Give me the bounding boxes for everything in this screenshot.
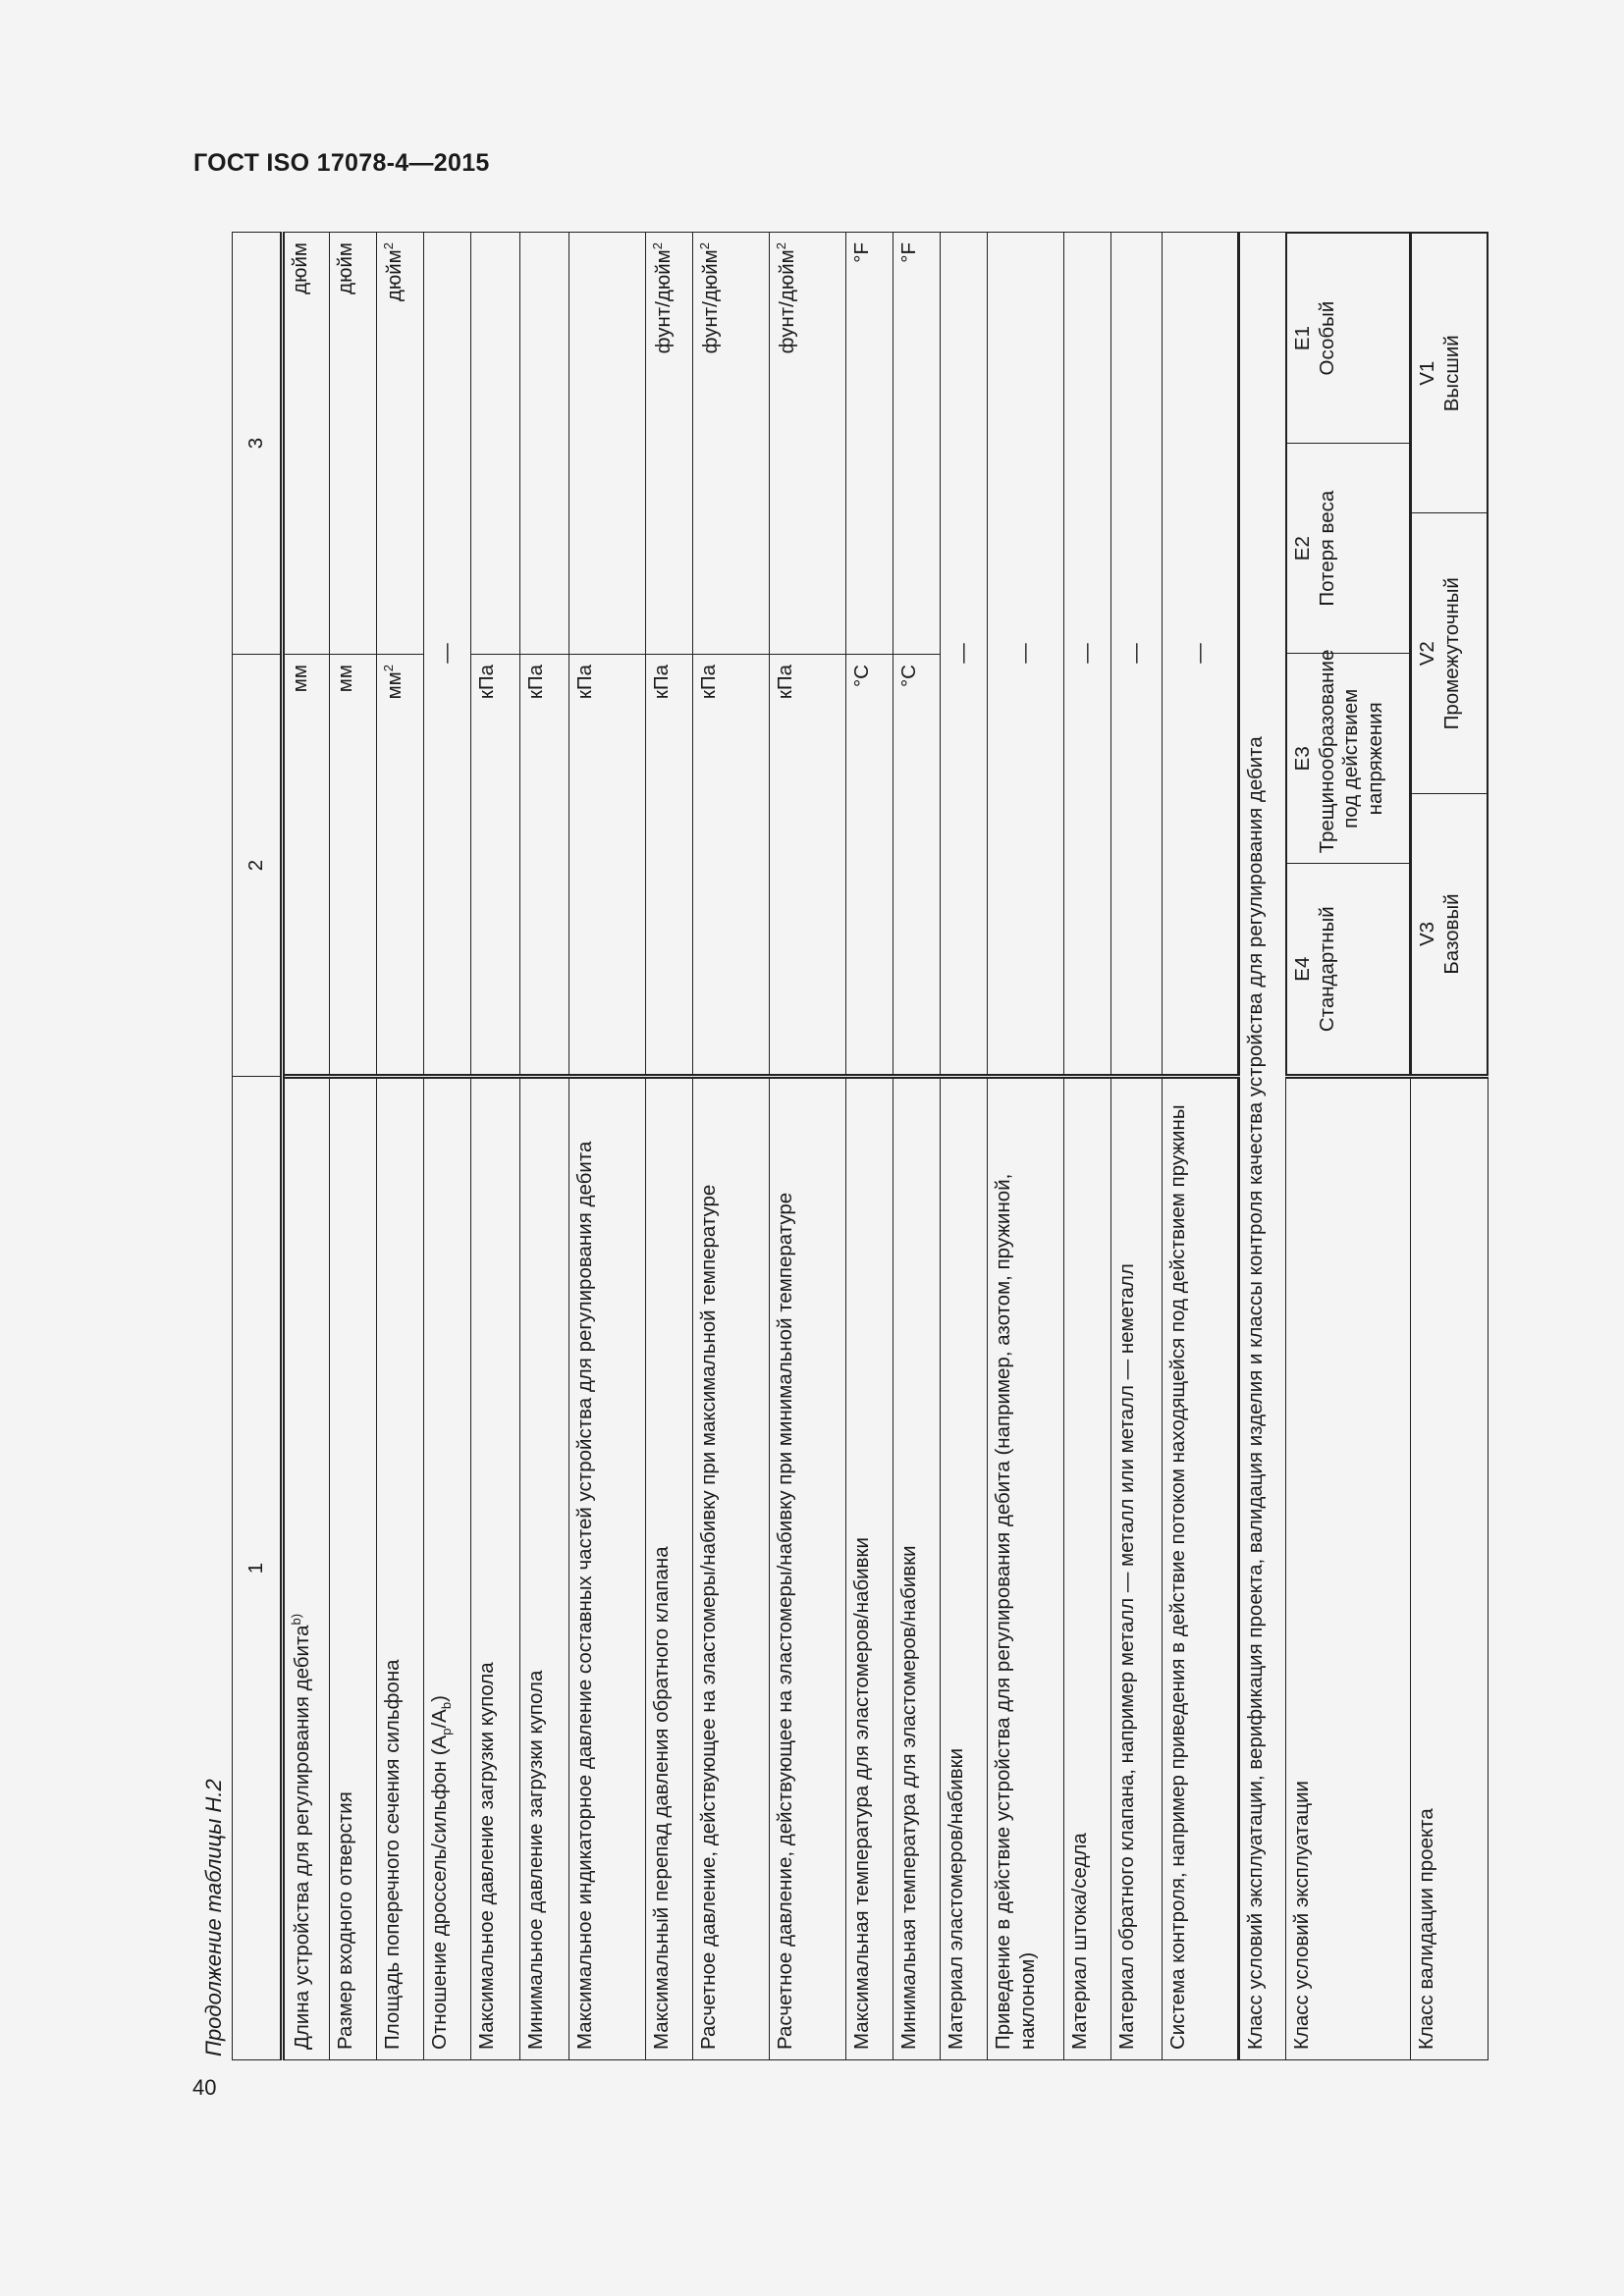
si-unit: °C	[850, 665, 873, 688]
merged-dash-cell	[988, 233, 1064, 1077]
param-text: Материал штока/седла	[1068, 1833, 1091, 2050]
si-unit-cell	[283, 655, 330, 1077]
si-unit-cell	[693, 655, 770, 1077]
param-text: Площадь поперечного сечения сильфона	[381, 1659, 404, 2050]
si-unit: мм	[382, 671, 406, 700]
validation-options-row	[1412, 234, 1488, 1075]
dash-value: —	[435, 643, 459, 664]
validation-option-v3	[1412, 794, 1488, 1075]
service-option-e1	[1287, 234, 1410, 444]
us-unit: фунт/дюйм	[698, 249, 722, 354]
si-unit-cell	[646, 655, 693, 1077]
si-unit: кПа	[697, 665, 720, 700]
param-text: Приведение в действие устройства для регулирования дебита (например, азотом, пружиной, наклоном)	[992, 1173, 1039, 2050]
param-text: Длина устройства для регулирования дебита	[290, 1625, 313, 2050]
param-text: Расчетное давление, действующее на эластомеры/набивку при минимальной температуре	[774, 1192, 796, 2050]
class-section-title-row	[1239, 233, 1286, 2060]
service-class-row	[1286, 233, 1411, 2060]
table-row	[330, 233, 377, 2060]
option-code: V1	[1416, 360, 1438, 386]
option-name: Трещинообразование под действием напряжения	[1315, 649, 1386, 854]
param-cell	[377, 1077, 424, 2060]
us-unit-exp: 2	[697, 242, 712, 250]
table-row	[569, 233, 646, 2060]
us-unit-cell	[846, 233, 893, 655]
us-unit-cell	[770, 233, 846, 655]
table-row	[471, 233, 520, 2060]
param-cell	[646, 1077, 693, 2060]
us-unit-cell	[693, 233, 770, 655]
table-row	[1111, 233, 1163, 2060]
param-text: Максимальное индикаторное давление составных частей устройства для регулирования дебита	[573, 1141, 596, 2050]
param-text-part: /A	[428, 1709, 451, 1729]
service-option-e2	[1287, 444, 1410, 654]
option-name: Базовый	[1439, 893, 1463, 975]
validation-option-v1	[1412, 234, 1488, 514]
param-text: Расчетное давление, действующее на эластомеры/набивку при максимальной температуре	[697, 1184, 720, 2050]
param-subscript: p	[439, 1728, 455, 1735]
si-unit: кПа	[774, 665, 796, 700]
option-code: E2	[1291, 536, 1314, 561]
dash-value: —	[951, 643, 975, 664]
param-text: Материал эластомеров/набивки	[945, 1747, 967, 2050]
option-code: E3	[1291, 746, 1314, 772]
option-name: Особый	[1315, 300, 1338, 376]
validation-options-table	[1411, 233, 1488, 1074]
option-code: E1	[1291, 326, 1314, 351]
us-unit-exp: 2	[774, 242, 788, 250]
si-unit: кПа	[650, 665, 673, 700]
param-text: Минимальное давление загрузки купола	[524, 1670, 547, 2050]
class-section-title: Класс условий эксплуатации, верификация проекта, валидация изделия и классы контроля качества устройства для регулирования дебита	[1239, 233, 1286, 2060]
param-cell	[330, 1077, 377, 2060]
param-cell	[569, 1077, 646, 2060]
table-row	[520, 233, 569, 2060]
table-row	[770, 233, 846, 2060]
table-row	[893, 233, 941, 2060]
table-row	[941, 233, 988, 2060]
si-unit-exp: 2	[381, 665, 396, 672]
table-row	[377, 233, 424, 2060]
param-text: Размер входного отверстия	[334, 1791, 356, 2050]
dash-value: —	[1075, 643, 1099, 664]
si-unit-cell	[520, 655, 569, 1077]
col-header-2: 2	[233, 655, 283, 1077]
si-unit: кПа	[573, 665, 596, 700]
us-unit-cell	[646, 233, 693, 655]
us-unit-cell	[377, 233, 424, 655]
param-text: Система контроля, например приведения в действие потоком находящейся под действием пружины	[1166, 1104, 1189, 2050]
param-cell	[941, 1077, 988, 2060]
param-cell	[1163, 1077, 1239, 2060]
validation-option-v2	[1412, 513, 1488, 794]
si-unit-cell	[770, 655, 846, 1077]
param-cell	[471, 1077, 520, 2060]
service-class-label: Класс условий эксплуатации	[1286, 1077, 1411, 2060]
service-options-table	[1286, 233, 1410, 1074]
param-cell	[693, 1077, 770, 2060]
us-unit: дюйм	[289, 242, 311, 294]
param-text: Максимальное давление загрузки купола	[475, 1662, 498, 2050]
param-text: Минимальная температура для эластомеров/набивки	[897, 1545, 920, 2050]
si-unit-cell	[330, 655, 377, 1077]
param-footnote: b)	[289, 1613, 303, 1626]
us-unit-cell	[283, 233, 330, 655]
option-code: V2	[1416, 641, 1438, 667]
param-cell	[1111, 1077, 1163, 2060]
service-option-e4	[1287, 864, 1410, 1074]
spec-table	[232, 232, 1489, 2060]
si-unit-cell	[569, 655, 646, 1077]
table-row	[283, 233, 330, 2060]
param-text: Материал обратного клапана, например металл — металл или металл — неметалл	[1115, 1263, 1138, 2050]
us-unit: °F	[897, 242, 920, 263]
us-unit-cell	[893, 233, 941, 655]
param-cell	[520, 1077, 569, 2060]
table-row	[846, 233, 893, 2060]
si-unit-cell	[377, 655, 424, 1077]
option-name: Потеря веса	[1315, 490, 1338, 607]
option-name: Высший	[1439, 335, 1463, 412]
si-unit: кПа	[524, 665, 547, 700]
table-row	[424, 233, 471, 2060]
table-row	[1064, 233, 1111, 2060]
si-unit: кПа	[475, 665, 498, 700]
param-subscript: b	[439, 1701, 455, 1710]
si-unit: °C	[897, 665, 920, 688]
param-cell	[846, 1077, 893, 2060]
si-unit-cell	[846, 655, 893, 1077]
us-unit: фунт/дюйм	[775, 249, 798, 354]
page-number: 40	[192, 2075, 217, 2100]
merged-dash-cell	[424, 233, 471, 1077]
dash-value: —	[1013, 643, 1037, 664]
option-name: Промежуточный	[1439, 577, 1463, 730]
si-unit-cell	[471, 655, 520, 1077]
table-row	[988, 233, 1064, 2060]
service-option-e3	[1287, 649, 1410, 864]
param-text-part: Отношение дроссель/сильфон (A	[428, 1735, 451, 2050]
us-unit-exp: 2	[650, 242, 665, 250]
col-header-3: 3	[233, 233, 283, 655]
si-unit: мм	[334, 665, 356, 693]
us-unit: °F	[850, 242, 873, 263]
option-code: V3	[1416, 921, 1438, 947]
merged-dash-cell	[1163, 233, 1239, 1077]
us-unit-cell	[520, 233, 569, 655]
table-rotated-container	[232, 233, 1500, 2060]
param-cell	[283, 1077, 330, 2060]
document-header: ГОСТ ISO 17078-4—2015	[193, 149, 490, 177]
param-cell	[770, 1077, 846, 2060]
table-row	[646, 233, 693, 2060]
param-text: Максимальная температура для эластомеров/набивки	[850, 1537, 873, 2050]
param-text: Максимальный перепад давления обратного клапана	[650, 1546, 673, 2050]
option-code: E4	[1291, 956, 1314, 982]
merged-dash-cell	[1111, 233, 1163, 1077]
dash-value: —	[1124, 643, 1148, 664]
si-unit: мм	[289, 665, 311, 693]
col-header-1: 1	[233, 1077, 283, 2060]
us-unit: дюйм	[382, 249, 406, 302]
param-cell	[424, 1077, 471, 2060]
us-unit: фунт/дюйм	[651, 249, 675, 354]
table-row	[1163, 233, 1239, 2060]
us-unit-cell	[471, 233, 520, 655]
table-caption: Продолжение таблицы H.2	[201, 1779, 226, 2056]
si-unit-cell	[893, 655, 941, 1077]
dash-value: —	[1187, 643, 1211, 664]
us-unit: дюйм	[334, 242, 356, 294]
validation-class-row	[1411, 233, 1489, 2060]
us-unit-exp: 2	[381, 242, 396, 250]
merged-dash-cell	[1064, 233, 1111, 1077]
us-unit-cell	[569, 233, 646, 655]
param-cell	[1064, 1077, 1111, 2060]
service-options-cell	[1286, 233, 1411, 1077]
service-options-row	[1287, 234, 1410, 1075]
param-text-part: )	[428, 1695, 451, 1702]
us-unit-cell	[330, 233, 377, 655]
validation-options-cell	[1411, 233, 1489, 1077]
param-cell	[893, 1077, 941, 2060]
merged-dash-cell	[941, 233, 988, 1077]
column-number-row	[233, 233, 283, 2060]
table-row	[693, 233, 770, 2060]
validation-class-label: Класс валидации проекта	[1411, 1077, 1489, 2060]
param-cell	[988, 1077, 1064, 2060]
option-name: Стандартный	[1315, 906, 1338, 1033]
